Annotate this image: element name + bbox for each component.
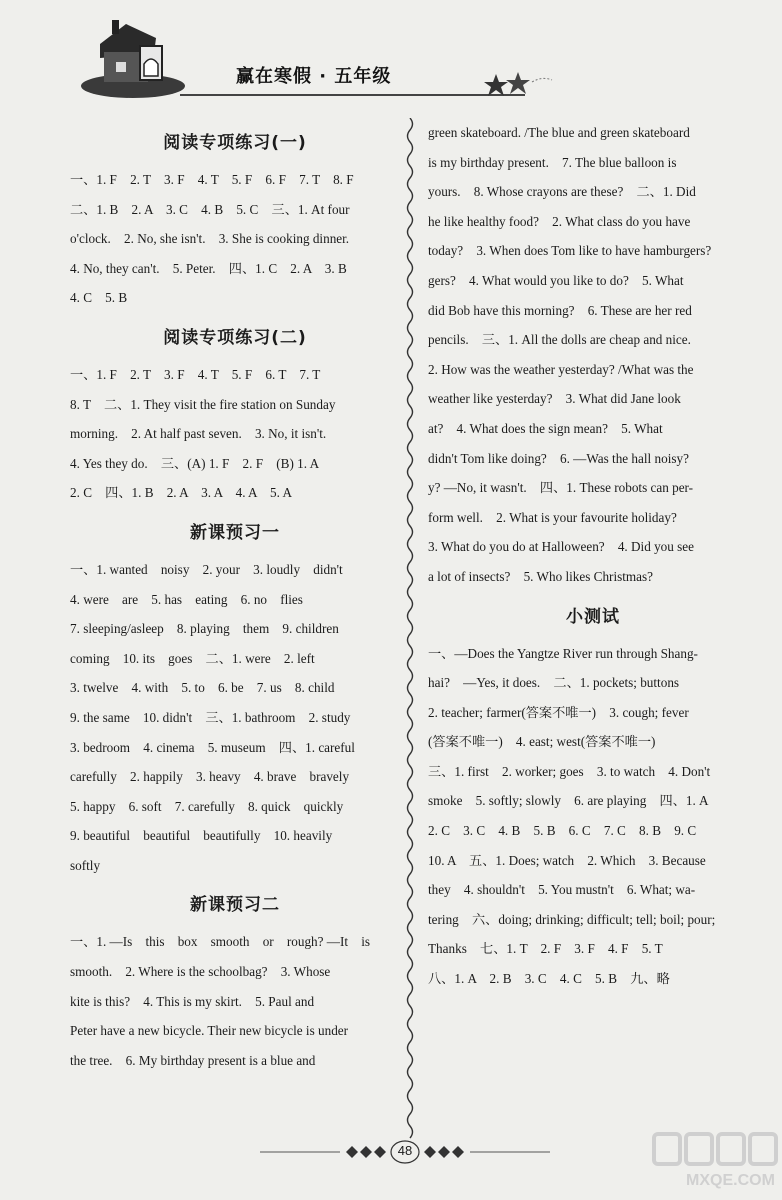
answer-line: y? —No, it wasn't. 四、1. These robots can per-: [428, 480, 694, 496]
answer-line: he like healthy food? 2. What class do you have: [428, 213, 691, 229]
answer-line: 4. C 5. B: [70, 290, 128, 306]
answer-line: 2. How was the weather yesterday? /What was the: [428, 361, 694, 377]
answer-line: at? 4. What does the sign mean? 5. What: [428, 420, 663, 436]
answer-line: 7. sleeping/asleep 8. playing them 9. children: [70, 621, 339, 637]
answer-line: o'clock. 2. No, she isn't. 3. She is cooking dinner.: [70, 231, 350, 247]
section-title: 小测试: [566, 606, 620, 627]
answer-line: the tree. 6. My birthday present is a blue and: [70, 1052, 316, 1068]
answer-line: yours. 8. Whose crayons are these? 二、1. Did: [428, 184, 696, 200]
header-rule: [180, 94, 525, 96]
answer-line: green skateboard. /The blue and green skateboard: [428, 125, 690, 140]
answer-line: today? 3. When does Tom like to have hamburgers?: [428, 243, 712, 259]
answer-line: did Bob have this morning? 6. These are her red: [428, 302, 692, 318]
answer-line: 一、—Does the Yangtze River run through Shang-: [428, 645, 698, 661]
answer-line: Peter have a new bicycle. Their new bicycle is under: [70, 1023, 349, 1039]
answer-line: 3. twelve 4. with 5. to 6. be 7. us 8. child: [70, 680, 335, 696]
answer-line: 2. C 3. C 4. B 5. B 6. C 7. C 8. B 9. C: [428, 823, 697, 839]
answer-line: Thanks 七、1. T 2. F 3. F 4. F 5. T: [428, 941, 663, 957]
answer-line: they 4. shouldn't 5. You mustn't 6. What; wa-: [428, 882, 696, 898]
section-title: 新课预习二: [190, 895, 280, 916]
section-title: 阅读专项练习(一): [163, 133, 307, 153]
stars-icon: [484, 68, 554, 102]
section-title: 新课预习一: [190, 522, 280, 543]
answer-line: 2. teacher; farmer(答案不唯一) 3. cough; fever: [428, 704, 689, 720]
answer-line: weather like yesterday? 3. What did Jane look: [428, 391, 681, 407]
answer-line: 9. beautiful beautiful beautifully 10. heavily: [70, 828, 333, 844]
column-divider: [405, 118, 415, 1143]
page-header: [0, 0, 782, 115]
answer-line: 4. Yes they do. 三、(A) 1. F 2. F (B) 1. A: [70, 455, 320, 471]
section-title: 阅读专项练习(二): [163, 327, 307, 348]
section-reading-2: [70, 323, 400, 508]
answer-line: 4. No, they can't. 5. Peter. 四、1. C 2. A 3. B: [70, 260, 347, 276]
answer-line: 三、1. first 2. worker; goes 3. to watch 4. Don't: [428, 763, 711, 779]
answer-line: 二、1. B 2. A 3. C 4. B 5. C 三、1. At four: [70, 201, 350, 217]
answer-line: is my birthday present. 7. The blue balloon is: [428, 154, 677, 170]
answer-line: coming 10. its goes 二、1. were 2. left: [70, 650, 315, 666]
section-preview-2: [70, 890, 400, 1075]
answer-line: carefully 2. happily 3. heavy 4. brave bravely: [70, 769, 350, 785]
answer-line: 3. bedroom 4. cinema 5. museum 四、1. careful: [70, 739, 355, 755]
answer-line: softly: [70, 857, 101, 873]
answer-line: 8. T 二、1. They visit the fire station on Sunday: [70, 396, 336, 412]
answer-line: pencils. 三、1. All the dolls are cheap and nice.: [428, 332, 691, 348]
header-title: 赢在寒假 · 五年级: [236, 66, 392, 87]
answer-line: 八、1. A 2. B 3. C 4. C 5. B 九、略: [428, 971, 670, 987]
answer-line: form well. 2. What is your favourite holiday?: [428, 509, 677, 525]
answer-line: 一、1. wanted noisy 2. your 3. loudly didn't: [70, 561, 343, 577]
answer-line: smoke 5. softly; slowly 6. are playing 四、1. A: [428, 793, 709, 809]
answer-line: tering 六、doing; drinking; difficult; tell; boil; pour;: [428, 911, 716, 927]
answer-line: gers? 4. What would you like to do? 5. What: [428, 272, 684, 288]
answer-line: 一、1. F 2. T 3. F 4. T 5. F 6. F 7. T 8. F: [70, 172, 354, 187]
section-preview-1: [70, 518, 400, 881]
answer-line: morning. 2. At half past seven. 3. No, it isn't.: [70, 426, 327, 442]
left-column: [70, 118, 400, 1075]
section-reading-1: [70, 128, 400, 313]
answer-line: 10. A 五、1. Does; watch 2. Which 3. Because: [428, 852, 706, 868]
answer-line: 一、1. —Is this box smooth or rough? —It is: [70, 934, 371, 950]
answer-line: 一、1. F 2. T 3. F 4. T 5. F 6. T 7. T: [70, 366, 321, 382]
answer-line: (答案不唯一) 4. east; west(答案不唯一): [428, 734, 656, 750]
house-icon: [78, 14, 188, 104]
answer-line: 4. were are 5. has eating 6. no flies: [70, 591, 303, 607]
answer-line: didn't Tom like doing? 6. —Was the hall noisy?: [428, 450, 689, 466]
answer-line: smooth. 2. Where is the schoolbag? 3. Whose: [70, 964, 331, 980]
answer-line: 9. the same 10. didn't 三、1. bathroom 2. study: [70, 709, 351, 725]
answer-line: hai? —Yes, it does. 二、1. pockets; buttons: [428, 675, 680, 691]
section-preview-2-continued: [428, 118, 758, 592]
section-quiz: [428, 602, 758, 994]
watermark-text: MXQE.COM: [686, 1172, 775, 1189]
answer-line: a lot of insects? 5. Who likes Christmas?: [428, 568, 654, 584]
answer-line: kite is this? 4. This is my skirt. 5. Paul and: [70, 993, 315, 1009]
answer-line: 5. happy 6. soft 7. carefully 8. quick quickly: [70, 798, 344, 814]
answer-line: 2. C 四、1. B 2. A 3. A 4. A 5. A: [70, 485, 293, 501]
answer-line: 3. What do you do at Halloween? 4. Did you see: [428, 539, 695, 555]
right-column: [428, 118, 758, 994]
page-number: 48: [397, 1143, 413, 1158]
